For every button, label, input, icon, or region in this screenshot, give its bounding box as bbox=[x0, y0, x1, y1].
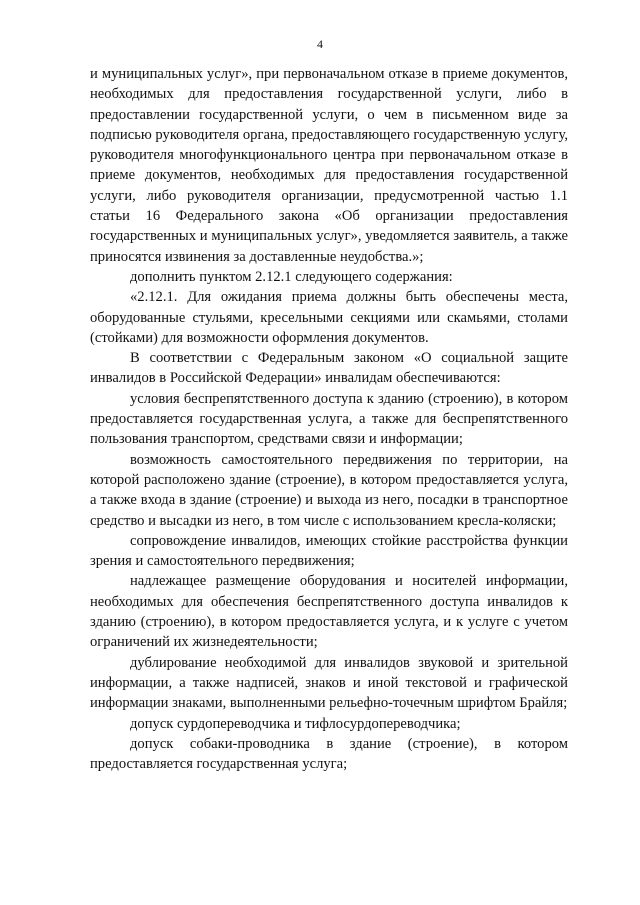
paragraph: «2.12.1. Для ожидания приема должны быть обеспечены места, оборудованные стульями, кресельными секциями или скамьями, столами (стойками) для возможности оформления документов. bbox=[90, 289, 568, 346]
paragraph: В соответствии с Федеральным законом «О социальной защите инвалидов в Российской Федерации» инвалидам обеспечиваются: bbox=[90, 350, 568, 387]
paragraph: дополнить пунктом 2.12.1 следующего содержания: bbox=[130, 268, 453, 285]
page-number: 4 bbox=[317, 37, 323, 51]
paragraph: дублирование необходимой для инвалидов звуковой и зрительной информации, а также надписей, знаков и иной текстовой и графической информации знаками, выполненными рельефно-точечным шрифтом Брайля; bbox=[90, 654, 568, 712]
paragraph: сопровождение инвалидов, имеющих стойкие расстройства функции зрения и самостоятельного передвижения; bbox=[90, 532, 568, 570]
paragraph: условия беспрепятственного доступа к зданию (строению), в котором предоставляется государственная услуга, а также для беспрепятственного пользования транспортом, средствами связи и информации; bbox=[90, 390, 568, 448]
paragraph: возможность самостоятельного передвижения по территории, на которой расположено здание (строение), в котором предоставляется услуга, а также входа в здание (строение) и выхода из него, посадки в транспортное средство и высадки из него, в том числе с использованием кресла-коляски; bbox=[90, 451, 568, 529]
paragraph: допуск сурдопереводчика и тифлосурдопереводчика; bbox=[130, 715, 461, 732]
paragraph: и муниципальных услуг», при первоначальном отказе в приеме документов, необходимых для предоставления государственной услуги, либо в предоставлении государственной услуги, о чем в письменном виде за подписью руководителя органа, предоставляющего государственную услугу, руководителя многофункционального центра при первоначальном отказе в приеме документов, необходимых для предоставления государственной услуги, либо руководителя организации, предусмотренной частью 1.1 статьи 16 Федерального закона «Об организации предоставления государственных и муниципальных услуг», уведомляется заявитель, а также приносятся извинения за доставленные неудобства.»; bbox=[90, 66, 568, 265]
document-body bbox=[90, 64, 568, 774]
paragraph: надлежащее размещение оборудования и носителей информации, необходимых для обеспечения беспрепятственного доступа инвалидов к зданию (строению), в котором предоставляется услуга, и к услуге с учетом ограничений их жизнедеятельности; bbox=[90, 573, 568, 651]
paragraph: допуск собаки-проводника в здание (строение), в котором предоставляется государственная услуга; bbox=[90, 735, 568, 773]
